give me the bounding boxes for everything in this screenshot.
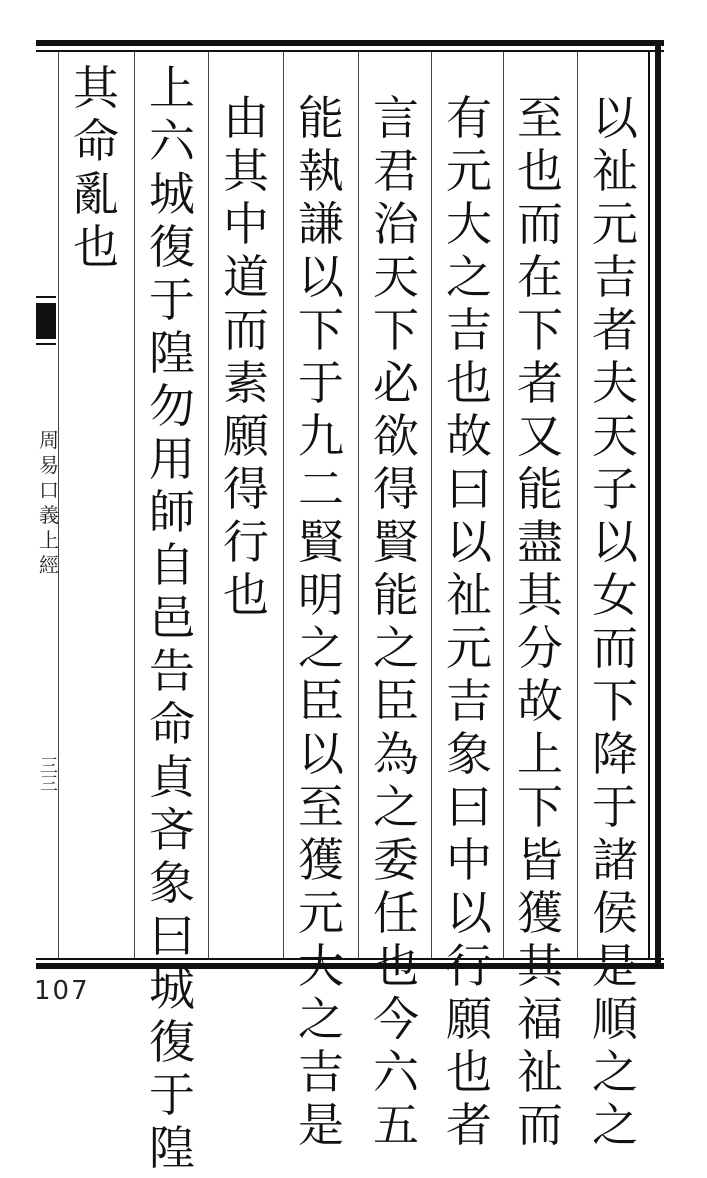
glyph: 明 [298,568,344,622]
glyph: 女 [592,568,638,622]
glyph: 三 [40,774,58,795]
column-divider [283,52,284,958]
glyph: 曰 [149,909,195,963]
glyph: 勿 [149,379,195,433]
text-column-8 [66,61,126,277]
glyph: 者 [446,1098,492,1152]
column-divider [208,52,209,958]
top-border-thick [36,40,664,46]
glyph: 象 [149,856,195,910]
glyph: 賢 [373,515,419,569]
glyph: 吝 [149,803,195,857]
glyph: 侯 [592,886,638,940]
glyph: 之 [592,1098,638,1152]
glyph: 命 [73,114,119,168]
glyph: 隍 [149,1121,195,1175]
glyph: 九 [298,409,344,463]
glyph: 之 [298,992,344,1046]
glyph: 復 [149,220,195,274]
glyph: 得 [223,462,269,516]
glyph: 祉 [446,568,492,622]
glyph: 執 [298,144,344,198]
glyph: 元 [446,144,492,198]
glyph: 故 [517,674,563,728]
glyph: 皆 [517,833,563,887]
glyph: 曰 [446,462,492,516]
glyph: 是 [592,939,638,993]
margin-folio-number [38,758,60,794]
glyph: 用 [149,432,195,486]
glyph: 也 [517,144,563,198]
glyph: 而 [592,621,638,675]
glyph: 經 [39,553,59,577]
glyph: 順 [592,992,638,1046]
glyph: 能 [373,568,419,622]
glyph: 能 [298,91,344,145]
margin-rule-lower [36,343,56,345]
glyph: 三 [40,756,58,777]
glyph: 吉 [298,1045,344,1099]
glyph: 二 [298,462,344,516]
glyph: 六 [373,1045,419,1099]
glyph: 夫 [592,356,638,410]
glyph: 義 [39,503,59,527]
glyph: 言 [373,91,419,145]
column-divider [503,52,504,958]
glyph: 也 [446,1045,492,1099]
glyph: 也 [373,939,419,993]
glyph: 口 [39,478,59,502]
glyph: 易 [39,453,59,477]
glyph: 任 [373,886,419,940]
glyph: 之 [373,780,419,834]
glyph: 委 [373,833,419,887]
glyph: 也 [446,356,492,410]
glyph: 五 [373,1098,419,1152]
glyph: 治 [373,197,419,251]
column-divider [358,52,359,958]
glyph: 行 [223,515,269,569]
glyph: 上 [39,528,59,552]
margin-rule-upper [36,296,56,298]
glyph: 下 [517,303,563,357]
glyph: 之 [592,1045,638,1099]
margin-book-title [38,430,60,580]
glyph: 貞 [149,750,195,804]
top-border-thin [36,50,664,52]
glyph: 道 [223,250,269,304]
glyph: 以 [446,515,492,569]
glyph: 命 [149,697,195,751]
glyph: 能 [517,462,563,516]
glyph: 周 [39,428,59,452]
glyph: 吉 [446,303,492,357]
glyph: 素 [223,356,269,410]
glyph: 之 [373,621,419,675]
glyph: 願 [446,992,492,1046]
glyph: 以 [446,886,492,940]
glyph: 城 [149,962,195,1016]
glyph: 是 [298,1098,344,1152]
glyph: 由 [223,91,269,145]
glyph: 得 [373,462,419,516]
glyph: 上 [149,61,195,115]
glyph: 以 [592,515,638,569]
glyph: 城 [149,167,195,221]
glyph: 又 [517,409,563,463]
glyph: 祉 [592,144,638,198]
glyph: 大 [298,939,344,993]
glyph: 願 [223,409,269,463]
glyph: 為 [373,727,419,781]
glyph: 以 [592,91,638,145]
glyph: 元 [592,197,638,251]
glyph: 福 [517,992,563,1046]
glyph: 有 [446,91,492,145]
glyph: 吉 [592,250,638,304]
glyph: 元 [298,886,344,940]
glyph: 也 [73,220,119,274]
text-column-2 [510,91,570,1155]
glyph: 今 [373,992,419,1046]
glyph: 吉 [446,674,492,728]
page-number: 107 [34,976,90,1002]
glyph: 諸 [592,833,638,887]
glyph: 臣 [373,674,419,728]
glyph: 而 [517,1098,563,1152]
glyph: 天 [373,250,419,304]
text-column-5 [291,91,351,1155]
glyph: 大 [446,197,492,251]
glyph: 中 [223,197,269,251]
glyph: 中 [446,833,492,887]
glyph: 而 [223,303,269,357]
glyph: 復 [149,1015,195,1069]
glyph: 祉 [517,1045,563,1099]
glyph: 上 [517,727,563,781]
glyph: 其 [73,61,119,115]
glyph: 降 [592,727,638,781]
column-divider [577,52,578,958]
glyph: 于 [149,1068,195,1122]
glyph: 其 [223,144,269,198]
glyph: 盡 [517,515,563,569]
glyph: 分 [517,621,563,675]
glyph: 邑 [149,591,195,645]
glyph: 賢 [298,515,344,569]
glyph: 其 [517,568,563,622]
glyph: 欲 [373,409,419,463]
glyph: 下 [373,303,419,357]
glyph: 告 [149,644,195,698]
glyph: 必 [373,356,419,410]
glyph: 獲 [298,833,344,887]
glyph: 天 [592,409,638,463]
glyph: 下 [517,780,563,834]
glyph: 謙 [298,197,344,251]
text-column-1 [585,91,645,1155]
column-divider [134,52,135,958]
glyph: 至 [517,91,563,145]
glyph: 臣 [298,674,344,728]
glyph: 亂 [73,167,119,221]
glyph: 子 [592,462,638,516]
glyph: 其 [517,939,563,993]
glyph: 自 [149,538,195,592]
right-border-thin [648,50,650,960]
fishtail-block [36,303,56,339]
right-border-thick [655,40,661,969]
glyph: 而 [517,197,563,251]
glyph: 也 [223,568,269,622]
glyph: 于 [298,356,344,410]
glyph: 象 [446,727,492,781]
text-column-4 [366,91,426,1155]
text-column-3 [439,91,499,1155]
text-column-7 [142,61,202,1178]
glyph: 以 [298,250,344,304]
glyph: 以 [298,727,344,781]
glyph: 元 [446,621,492,675]
glyph: 君 [373,144,419,198]
glyph: 獲 [517,886,563,940]
glyph: 者 [517,356,563,410]
glyph: 在 [517,250,563,304]
column-divider [431,52,432,958]
glyph: 隍 [149,326,195,380]
text-column-6 [216,91,276,625]
glyph: 下 [592,674,638,728]
glyph: 之 [446,250,492,304]
glyph: 之 [298,621,344,675]
glyph: 至 [298,780,344,834]
glyph: 于 [149,273,195,327]
glyph: 師 [149,485,195,539]
glyph: 行 [446,939,492,993]
glyph: 者 [592,303,638,357]
glyph: 六 [149,114,195,168]
glyph: 故 [446,409,492,463]
glyph: 于 [592,780,638,834]
glyph: 曰 [446,780,492,834]
glyph: 下 [298,303,344,357]
